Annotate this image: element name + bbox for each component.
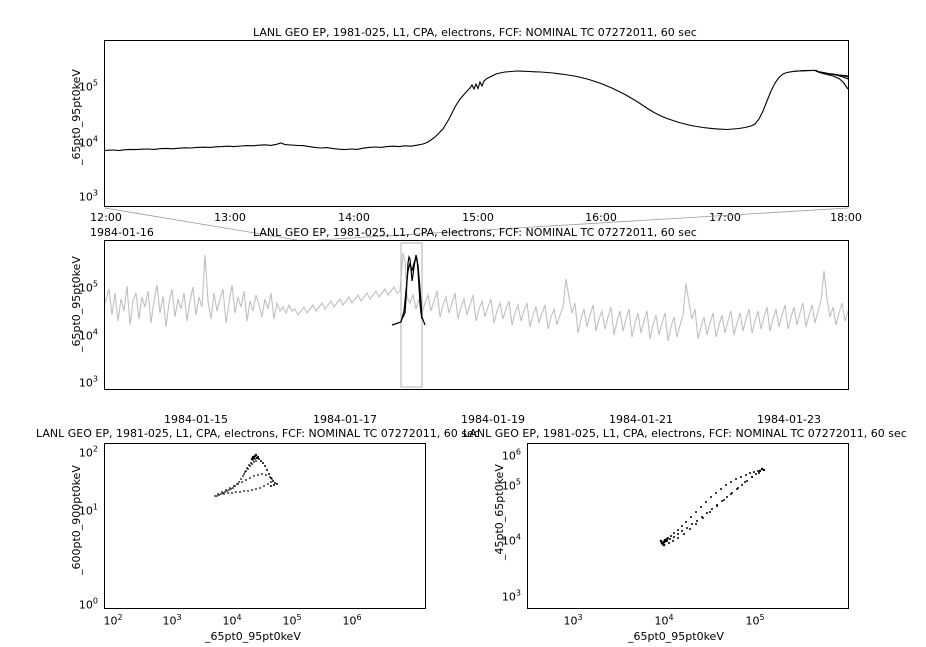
top-panel-ylabel: _65pt0_95pt0keV bbox=[70, 69, 83, 165]
top-panel-ytick-4: $10^4$ bbox=[78, 134, 98, 150]
bottom-left-xtick-3: $10^5$ bbox=[282, 613, 302, 628]
bottom-left-panel-ylabel: _600pt0_900pt0keV bbox=[70, 465, 83, 575]
bottom-right-xtick-1: $10^4$ bbox=[654, 613, 674, 628]
middle-panel-ytick-4: $10^4$ bbox=[78, 327, 98, 343]
top-panel-date-label: 1984-01-16 bbox=[90, 226, 154, 239]
top-panel-xtick-6: 18:00 bbox=[830, 211, 862, 224]
middle-panel-xtick-2: 1984-01-19 bbox=[461, 413, 525, 426]
bottom-right-ytick-0: $10^3$ bbox=[501, 588, 521, 604]
top-panel-xtick-5: 17:00 bbox=[709, 211, 741, 224]
middle-panel-xtick-0: 1984-01-15 bbox=[164, 413, 228, 426]
bottom-right-panel-axes bbox=[527, 443, 849, 609]
bottom-left-panel-xlabel: _65pt0_95pt0keV bbox=[205, 630, 301, 643]
top-panel-xtick-1: 13:00 bbox=[214, 211, 246, 224]
top-panel-plot bbox=[105, 41, 848, 206]
top-panel-ytick-5: $10^5$ bbox=[78, 78, 98, 94]
bottom-left-ytick-1: $10^1$ bbox=[78, 502, 98, 518]
middle-panel-title: LANL GEO EP, 1981-025, L1, CPA, electrons, FCF: NOMINAL TC 07272011, 60 sec bbox=[253, 226, 697, 239]
top-panel-title: LANL GEO EP, 1981-025, L1, CPA, electrons, FCF: NOMINAL TC 07272011, 60 sec bbox=[253, 26, 697, 39]
bottom-left-ytick-2: $10^2$ bbox=[78, 444, 98, 460]
bottom-right-xtick-2: $10^5$ bbox=[745, 613, 765, 628]
top-panel-xtick-0: 12:00 bbox=[90, 211, 122, 224]
top-panel-axes bbox=[104, 40, 849, 207]
bottom-right-panel-xlabel: _65pt0_95pt0keV bbox=[628, 630, 724, 643]
bottom-right-panel-ylabel: _45pt0_65pt0keV bbox=[493, 464, 506, 560]
bottom-left-panel-scatter bbox=[105, 444, 425, 608]
bottom-right-ytick-2: $10^5$ bbox=[501, 477, 521, 493]
bottom-left-xtick-2: $10^4$ bbox=[222, 613, 242, 628]
bottom-left-xtick-0: $10^2$ bbox=[103, 613, 123, 628]
bottom-right-panel-title: LANL GEO EP, 1981-025, L1, CPA, electrons, FCF: NOMINAL TC 07272011, 60 sec bbox=[463, 427, 907, 440]
bottom-left-panel-axes bbox=[104, 443, 426, 609]
bottom-right-xtick-0: $10^3$ bbox=[563, 613, 583, 628]
middle-panel-plot bbox=[105, 241, 848, 389]
middle-panel-xtick-1: 1984-01-17 bbox=[313, 413, 377, 426]
middle-panel-ytick-5: $10^5$ bbox=[78, 279, 98, 295]
top-panel-ytick-3: $10^3$ bbox=[78, 188, 98, 204]
top-panel-xtick-4: 16:00 bbox=[585, 211, 617, 224]
top-panel-xtick-3: 15:00 bbox=[462, 211, 494, 224]
zoom-connector-lines bbox=[0, 205, 926, 245]
bottom-right-ytick-1: $10^4$ bbox=[501, 532, 521, 548]
middle-panel-axes bbox=[104, 240, 849, 390]
bottom-left-xtick-4: $10^6$ bbox=[342, 613, 362, 628]
bottom-right-ytick-3: $10^6$ bbox=[501, 447, 521, 463]
middle-panel-ylabel: _65pt0_95pt0keV bbox=[70, 256, 83, 352]
bottom-right-panel-scatter bbox=[528, 444, 848, 608]
bottom-left-xtick-1: $10^3$ bbox=[162, 613, 182, 628]
bottom-left-ytick-0: $10^0$ bbox=[78, 596, 98, 612]
middle-panel-ytick-3: $10^3$ bbox=[78, 374, 98, 390]
middle-panel-xtick-4: 1984-01-23 bbox=[757, 413, 821, 426]
top-panel-xtick-2: 14:00 bbox=[338, 211, 370, 224]
bottom-left-panel-title: LANL GEO EP, 1981-025, L1, CPA, electrons, FCF: NOMINAL TC 07272011, 60 sec bbox=[36, 427, 480, 440]
middle-panel-xtick-3: 1984-01-21 bbox=[609, 413, 673, 426]
